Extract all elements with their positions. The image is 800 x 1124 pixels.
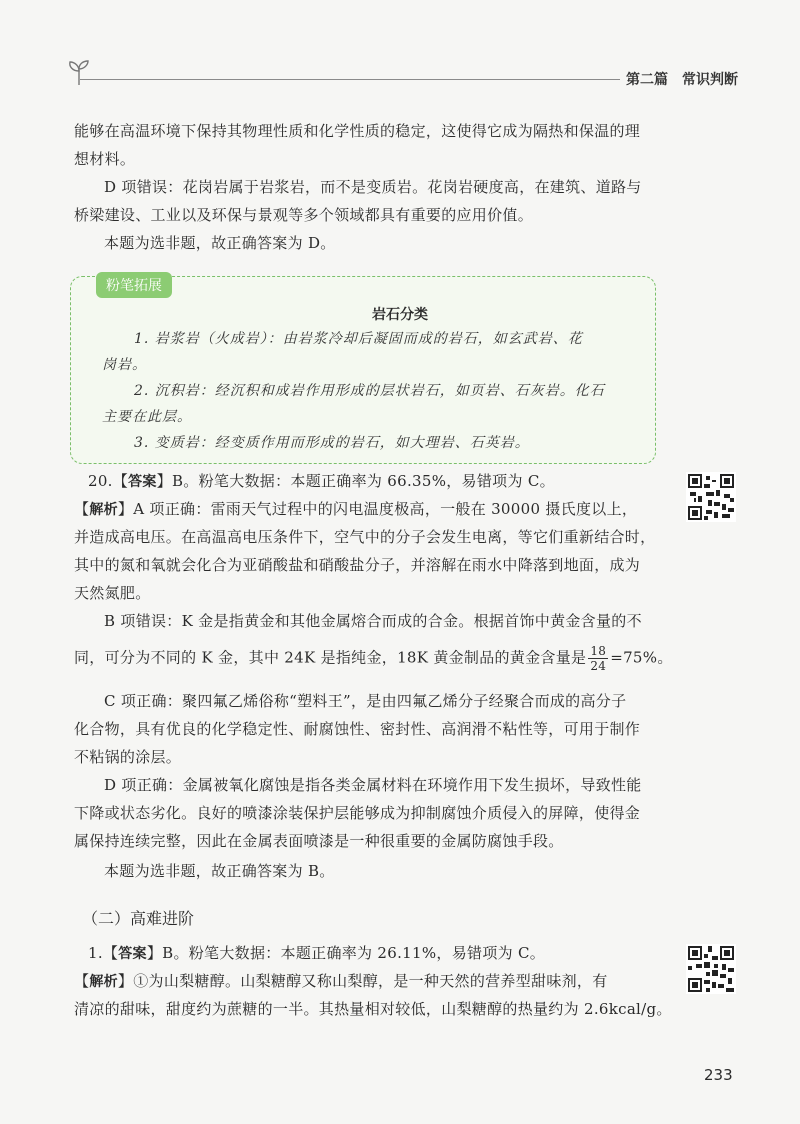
fraction: $\frac{18}{24}$ <box>590 644 607 673</box>
qr-code-icon[interactable] <box>686 472 736 522</box>
paragraph-line: 并造成高电压。在高温高电压条件下，空气中的分子会发生电离，等它们重新结合时， <box>74 528 656 546</box>
extension-tag: 粉笔拓展 <box>96 272 172 298</box>
paragraph-line: C 项正确：聚四氟乙烯俗称“塑料王”，是由四氟乙烯分子经聚合而成的高分子 <box>104 692 627 710</box>
answer-line: 1.【答案】B。粉笔大数据：本题正确率为 26.11%，易错项为 C。 <box>88 944 546 962</box>
paragraph-line: 下降或状态劣化。良好的喷漆涂装保护层能够成为抑制腐蚀介质侵入的屏障，使得金 <box>74 804 641 822</box>
extension-line: 主要在此层。 <box>102 409 192 425</box>
paragraph-line: 不粘锅的涂层。 <box>74 748 182 766</box>
conclusion-line: 本题为选非题，故正确答案为 D。 <box>104 234 336 252</box>
paragraph-line: D 项正确：金属被氧化腐蚀是指各类金属材料在环境作用下发生损坏，导致性能 <box>104 776 642 794</box>
extension-line: 3. 变质岩：经变质作用而形成的岩石，如大理岩、石英岩。 <box>134 435 530 451</box>
chapter-title: 第二篇 常识判断 <box>626 72 738 88</box>
paragraph-line: D 项错误：花岗岩属于岩浆岩，而不是变质岩。花岗岩硬度高，在建筑、道路与 <box>104 178 642 196</box>
paragraph-line: 想材料。 <box>74 150 136 168</box>
extension-line: 岗岩。 <box>102 357 147 373</box>
paragraph-line: 能够在高温环境下保持其物理性质和化学性质的稳定，这使得它成为隔热和保温的理 <box>74 122 641 140</box>
paragraph-line: 属保持连续完整，因此在金属表面喷漆是一种很重要的金属防腐蚀手段。 <box>74 832 564 850</box>
extension-title: 岩石分类 <box>372 307 428 323</box>
page-number: 233 <box>704 1066 733 1084</box>
paragraph-line: 同，可分为不同的 K 金，其中 24K 是指纯金，18K 黄金制品的黄金含量是 $\frac{18}{24}$ =75%。 <box>74 644 673 673</box>
qr-code-icon[interactable] <box>686 944 736 994</box>
answer-line: 20.【答案】B。粉笔大数据：本题正确率为 66.35%，易错项为 C。 <box>88 472 555 490</box>
analysis-line: 【解析】A 项正确：雷雨天气过程中的闪电温度极高，一般在 30000 摄氏度以上， <box>74 500 638 518</box>
paragraph-line: 桥梁建设、工业以及环保与景观等多个领域都具有重要的应用价值。 <box>74 206 534 224</box>
paragraph-line: 天然氮肥。 <box>74 584 151 602</box>
paragraph-line: B 项错误：K 金是指黄金和其他金属熔合而成的合金。根据首饰中黄金含量的不 <box>104 612 642 630</box>
paragraph-line: 其中的氮和氧就会化合为亚硝酸盐和硝酸盐分子，并溶解在雨水中降落到地面，成为 <box>74 556 641 574</box>
extension-line: 2. 沉积岩：经沉积和成岩作用形成的层状岩石，如页岩、石灰岩。化石 <box>134 383 605 399</box>
sprout-icon <box>66 58 92 86</box>
header-rule <box>80 79 620 80</box>
section-title: （二）高难进阶 <box>82 909 195 928</box>
analysis-line: 【解析】①为山梨糖醇。山梨糖醇又称山梨醇，是一种天然的营养型甜味剂，有 <box>74 972 608 990</box>
extension-line: 1. 岩浆岩（火成岩）：由岩浆冷却后凝固而成的岩石，如玄武岩、花 <box>134 331 583 347</box>
conclusion-line: 本题为选非题，故正确答案为 B。 <box>104 862 335 880</box>
paragraph-line: 化合物，具有优良的化学稳定性、耐腐蚀性、密封性、高润滑不粘性等，可用于制作 <box>74 720 641 738</box>
paragraph-line: 清凉的甜味，甜度约为蔗糖的一半。其热量相对较低，山梨糖醇的热量约为 2.6kcal/g。 <box>74 1000 672 1018</box>
